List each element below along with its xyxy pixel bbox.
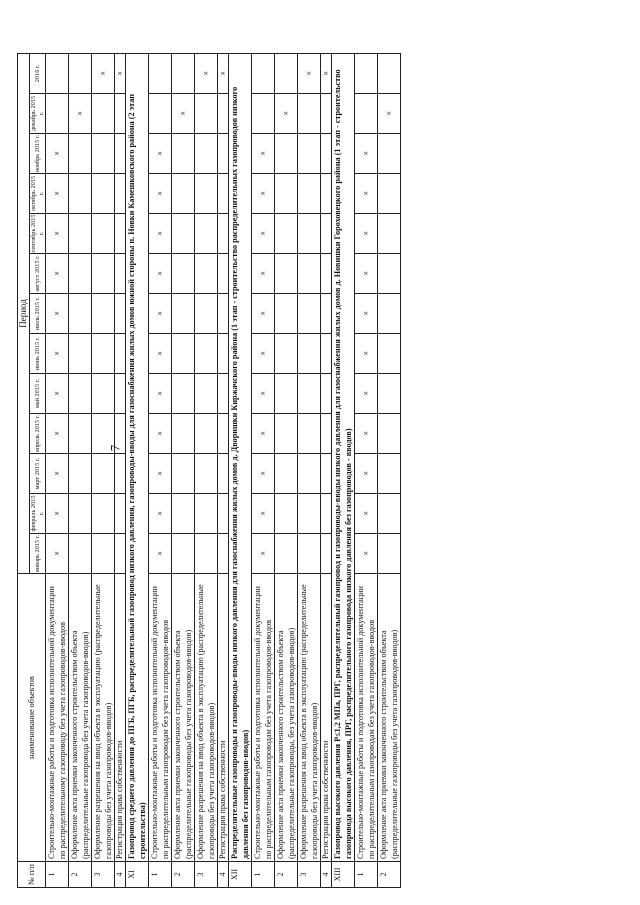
schedule-cell <box>275 454 298 494</box>
schedule-cell <box>172 53 195 93</box>
schedule-cell <box>298 174 321 214</box>
schedule-mark: × <box>252 494 275 534</box>
schedule-cell <box>378 214 401 254</box>
schedule-cell <box>92 134 115 174</box>
schedule-cell <box>321 334 332 374</box>
schedule-cell <box>378 334 401 374</box>
row-name: Строительно-монтажные работы и подготовка исполнительной документации по распределительным газопроводам без учета газопроводов-вводов <box>252 574 275 862</box>
schedule-cell <box>298 534 321 574</box>
schedule-cell <box>195 254 218 294</box>
section-row <box>126 53 149 887</box>
schedule-cell <box>172 414 195 454</box>
schedule-mark: × <box>355 134 378 174</box>
header-month: май 2015 г. <box>30 374 46 414</box>
schedule-cell <box>218 214 229 254</box>
schedule-cell <box>378 374 401 414</box>
header-number: № п/п <box>18 862 46 888</box>
schedule-mark: × <box>149 174 172 214</box>
schedule-mark: × <box>46 214 69 254</box>
row-number: 1 <box>149 862 172 888</box>
schedule-cell <box>92 254 115 294</box>
table-row <box>355 53 378 887</box>
schedule-mark: × <box>149 414 172 454</box>
schedule-cell <box>115 254 126 294</box>
schedule-cell <box>195 454 218 494</box>
header-month: январь 2015 г. <box>30 534 46 574</box>
schedule-mark: × <box>355 454 378 494</box>
schedule-cell <box>69 374 92 414</box>
schedule-cell <box>355 94 378 134</box>
section-number: XIII <box>332 862 355 888</box>
schedule-cell <box>195 174 218 214</box>
row-name: Строительно-монтажные работы и подготовка исполнительной документации по распределительным газопроводам без учета газопроводов-вводов <box>149 574 172 862</box>
schedule-mark: × <box>355 174 378 214</box>
schedule-mark: × <box>252 174 275 214</box>
schedule-sheet <box>17 53 612 888</box>
table-row <box>298 53 321 887</box>
schedule-cell <box>172 134 195 174</box>
schedule-cell <box>321 254 332 294</box>
schedule-cell <box>172 534 195 574</box>
schedule-cell <box>172 294 195 334</box>
schedule-cell <box>275 254 298 294</box>
table-row <box>69 53 92 887</box>
header-month: ноябрь 2015 г. <box>30 134 46 174</box>
schedule-cell <box>69 334 92 374</box>
schedule-mark: × <box>46 494 69 534</box>
schedule-cell <box>69 494 92 534</box>
table-row <box>115 53 126 887</box>
schedule-cell <box>378 294 401 334</box>
schedule-cell <box>275 374 298 414</box>
schedule-mark: × <box>355 374 378 414</box>
row-number: 4 <box>218 862 229 888</box>
schedule-cell <box>69 134 92 174</box>
schedule-cell <box>378 174 401 214</box>
schedule-cell <box>172 334 195 374</box>
schedule-cell <box>92 214 115 254</box>
header-month: декабрь 2015 г. <box>30 94 46 134</box>
schedule-cell <box>321 534 332 574</box>
schedule-mark: × <box>172 94 195 134</box>
header-period: Период <box>18 53 30 573</box>
schedule-mark: × <box>275 94 298 134</box>
schedule-cell <box>69 294 92 334</box>
schedule-cell <box>115 414 126 454</box>
schedule-cell <box>378 53 401 93</box>
schedule-cell <box>321 174 332 214</box>
schedule-cell <box>218 174 229 214</box>
schedule-mark: × <box>149 254 172 294</box>
schedule-cell <box>218 134 229 174</box>
schedule-cell <box>92 294 115 334</box>
table-row <box>252 53 275 887</box>
schedule-cell <box>298 94 321 134</box>
schedule-mark: × <box>46 334 69 374</box>
schedule-cell <box>195 534 218 574</box>
schedule-cell <box>321 454 332 494</box>
schedule-cell <box>275 53 298 93</box>
schedule-mark: × <box>195 53 218 93</box>
row-number: 1 <box>355 862 378 888</box>
row-number: 2 <box>172 862 195 888</box>
schedule-cell <box>321 494 332 534</box>
schedule-cell <box>115 94 126 134</box>
section-title: Газопровод среднего давления до ПГБ, ПГБ, распределительный газопровод низкого давления, газопроводы-вводы для газоснабжения жилых домов южной стороны п. Новки Камешковского района (2 этап строительства) <box>126 53 149 861</box>
schedule-mark: × <box>355 494 378 534</box>
section-number: XI <box>126 862 149 888</box>
schedule-cell <box>218 534 229 574</box>
schedule-cell <box>298 134 321 174</box>
page-number: 7 <box>107 444 123 452</box>
row-number: 1 <box>46 862 69 888</box>
schedule-cell <box>69 534 92 574</box>
schedule-cell <box>218 294 229 334</box>
schedule-cell <box>195 414 218 454</box>
schedule-cell <box>92 454 115 494</box>
schedule-cell <box>378 494 401 534</box>
schedule-cell <box>115 334 126 374</box>
row-name: Оформление акта приемки законченного строительством объекта (распределительные газопровода без учета газопроводов-вводов) <box>69 574 92 862</box>
row-number: 2 <box>275 862 298 888</box>
header-name: наименование объектов <box>18 574 46 862</box>
schedule-mark: × <box>252 214 275 254</box>
schedule-cell <box>275 494 298 534</box>
schedule-mark: × <box>149 134 172 174</box>
schedule-mark: × <box>355 414 378 454</box>
schedule-cell <box>195 134 218 174</box>
schedule-cell <box>298 454 321 494</box>
section-title: Газопровод высокого давления Р≤1,2 МПа, ПРГ, распределительный газопровод и газопроводы-вводы низкого давления для газоснабжения жилых домов д. Новишки Гороховецкого района (1 этап - строительство газопровода высокого давления, ПРГ, распределительного газопровода низкого давления без газопроводов - вводов) <box>332 53 355 861</box>
row-name: Оформление акта приемки законченного строительством объекта (распределительные газопроводы без учета газопроводов-вводов) <box>172 574 195 862</box>
schedule-cell <box>218 334 229 374</box>
schedule-cell <box>298 294 321 334</box>
schedule-cell <box>69 53 92 93</box>
schedule-mark: × <box>46 454 69 494</box>
schedule-mark: × <box>355 294 378 334</box>
schedule-mark: × <box>149 294 172 334</box>
schedule-cell <box>69 214 92 254</box>
schedule-cell <box>92 334 115 374</box>
schedule-cell <box>46 94 69 134</box>
schedule-cell <box>298 494 321 534</box>
schedule-mark: × <box>149 494 172 534</box>
schedule-cell <box>218 374 229 414</box>
schedule-cell <box>92 174 115 214</box>
schedule-cell <box>149 53 172 93</box>
row-number: 3 <box>195 862 218 888</box>
schedule-mark: × <box>115 53 126 93</box>
table-row <box>172 53 195 887</box>
schedule-mark: × <box>252 534 275 574</box>
schedule-mark: × <box>355 254 378 294</box>
schedule-mark: × <box>298 53 321 93</box>
schedule-cell <box>172 174 195 214</box>
schedule-cell <box>275 534 298 574</box>
schedule-cell <box>195 494 218 534</box>
table-row <box>321 53 332 887</box>
row-name: Регистрация права собственности <box>115 574 126 862</box>
schedule-cell <box>69 254 92 294</box>
schedule-cell <box>275 414 298 454</box>
schedule-cell <box>92 414 115 454</box>
schedule-cell <box>298 414 321 454</box>
section-number: XII <box>229 862 252 888</box>
schedule-cell <box>115 174 126 214</box>
schedule-mark: × <box>321 53 332 93</box>
header-month: июнь 2015 г. <box>30 334 46 374</box>
schedule-mark: × <box>92 53 115 93</box>
schedule-cell <box>378 414 401 454</box>
schedule-cell <box>195 214 218 254</box>
schedule-cell <box>195 94 218 134</box>
schedule-cell <box>172 454 195 494</box>
schedule-cell <box>195 334 218 374</box>
header-month: апрель 2015 г. <box>30 414 46 454</box>
row-name: Оформление акта приемки законченного строительством объекта (распределительные газопроводы без учета газопроводов-вводов) <box>378 574 401 862</box>
schedule-cell <box>378 454 401 494</box>
schedule-cell <box>172 494 195 534</box>
schedule-cell <box>378 534 401 574</box>
row-name: Оформление акта приемки законченного строительством объекта (распределительные газопроводы, без учета газопроводов-вводов) <box>275 574 298 862</box>
row-number: 3 <box>92 862 115 888</box>
row-number: 1 <box>252 862 275 888</box>
header-month: август 2015 г. <box>30 254 46 294</box>
schedule-cell <box>92 374 115 414</box>
schedule-cell <box>378 134 401 174</box>
schedule-cell <box>321 214 332 254</box>
schedule-cell <box>172 374 195 414</box>
schedule-cell <box>195 294 218 334</box>
schedule-cell <box>218 414 229 454</box>
schedule-cell <box>69 414 92 454</box>
table-row <box>149 53 172 887</box>
schedule-cell <box>355 53 378 93</box>
schedule-mark: × <box>149 334 172 374</box>
table-row <box>46 53 69 887</box>
row-name: Оформление разрешения на ввод объекта в эксплуатацию (распределительные газопроводы без учета газопроводов-вводов) <box>195 574 218 862</box>
schedule-cell <box>92 494 115 534</box>
schedule-mark: × <box>355 214 378 254</box>
table-row <box>92 53 115 887</box>
schedule-cell <box>92 534 115 574</box>
schedule-cell <box>252 94 275 134</box>
schedule-mark: × <box>46 414 69 454</box>
row-name: Строительно-монтажные работы и подготовка исполнительной документации по распределительному газопроводу без учета газопроводов-вводов <box>46 574 69 862</box>
schedule-cell <box>275 294 298 334</box>
schedule-cell <box>218 454 229 494</box>
schedule-mark: × <box>355 534 378 574</box>
schedule-cell <box>115 214 126 254</box>
section-title: Распределительные газопроводы и газопроводы-вводы низкого давления для газоснабжения жилых домов д. Дворишки Киржачского района (1 этап - строительство распределительных газопроводов низкого давления без газопроводов-вводов) <box>229 53 252 861</box>
schedule-cell <box>252 53 275 93</box>
section-row <box>229 53 252 887</box>
schedule-cell <box>378 254 401 294</box>
schedule-cell <box>321 294 332 334</box>
schedule-cell <box>69 454 92 494</box>
schedule-mark: × <box>46 294 69 334</box>
schedule-cell <box>321 134 332 174</box>
schedule-cell <box>172 254 195 294</box>
row-name: Оформление разрешения на ввод объекта в эксплуатацию (распределительные газопроводы без учета газопроводов-вводов) <box>298 574 321 862</box>
schedule-mark: × <box>252 294 275 334</box>
schedule-table <box>17 53 401 888</box>
header-month: июль 2015 г. <box>30 294 46 334</box>
header-month: сентябрь 2015 г. <box>30 214 45 253</box>
schedule-mark: × <box>252 454 275 494</box>
schedule-cell <box>218 254 229 294</box>
row-number: 4 <box>115 862 126 888</box>
schedule-mark: × <box>149 374 172 414</box>
section-row <box>332 53 355 887</box>
schedule-cell <box>321 94 332 134</box>
schedule-mark: × <box>46 374 69 414</box>
schedule-mark: × <box>46 174 69 214</box>
schedule-mark: × <box>46 134 69 174</box>
row-name: Регистрация права собственности <box>218 574 229 862</box>
table-row <box>275 53 298 887</box>
schedule-cell <box>218 494 229 534</box>
schedule-cell <box>69 174 92 214</box>
schedule-mark: × <box>149 214 172 254</box>
schedule-cell <box>275 174 298 214</box>
schedule-cell <box>115 374 126 414</box>
schedule-mark: × <box>252 334 275 374</box>
schedule-mark: × <box>46 254 69 294</box>
schedule-cell <box>92 94 115 134</box>
header-month: март 2015 г. <box>30 454 46 494</box>
schedule-cell <box>195 374 218 414</box>
schedule-mark: × <box>149 534 172 574</box>
row-name: Регистрация права собственности <box>321 574 332 862</box>
schedule-cell <box>321 374 332 414</box>
schedule-mark: × <box>149 454 172 494</box>
schedule-cell <box>115 134 126 174</box>
row-number: 2 <box>69 862 92 888</box>
schedule-mark: × <box>252 134 275 174</box>
schedule-mark: × <box>355 334 378 374</box>
schedule-cell <box>275 334 298 374</box>
row-number: 3 <box>298 862 321 888</box>
schedule-mark: × <box>378 94 401 134</box>
header-month: октябрь 2015 г. <box>30 174 46 214</box>
schedule-cell <box>275 214 298 254</box>
row-name: Оформление разрешения на ввод объекта в эксплуатацию (распределительные газопроводы без учета газопроводов-вводов) <box>92 574 115 862</box>
schedule-mark: × <box>252 254 275 294</box>
schedule-cell <box>298 374 321 414</box>
schedule-cell <box>115 294 126 334</box>
row-name: Строительно-монтажные работы и подготовка исполнительной документации по распределительным газопроводам без учета газопроводов-вводов <box>355 574 378 862</box>
table-row <box>195 53 218 887</box>
row-number: 2 <box>378 862 401 888</box>
header-month: 2016 г. <box>30 53 46 93</box>
schedule-cell <box>149 94 172 134</box>
schedule-cell <box>172 214 195 254</box>
schedule-cell <box>46 53 69 93</box>
schedule-cell <box>298 214 321 254</box>
schedule-cell <box>115 534 126 574</box>
schedule-cell <box>298 254 321 294</box>
schedule-mark: × <box>252 374 275 414</box>
schedule-cell <box>115 494 126 534</box>
table-row <box>218 53 229 887</box>
schedule-cell <box>218 94 229 134</box>
schedule-cell <box>115 454 126 494</box>
schedule-cell <box>275 134 298 174</box>
schedule-mark: × <box>69 94 92 134</box>
schedule-mark: × <box>252 414 275 454</box>
header-month: февраль 2015 г. <box>30 495 45 532</box>
schedule-mark: × <box>46 534 69 574</box>
schedule-cell <box>321 414 332 454</box>
row-number: 4 <box>321 862 332 888</box>
schedule-cell <box>298 334 321 374</box>
table-row <box>378 53 401 887</box>
schedule-mark: × <box>218 53 229 93</box>
